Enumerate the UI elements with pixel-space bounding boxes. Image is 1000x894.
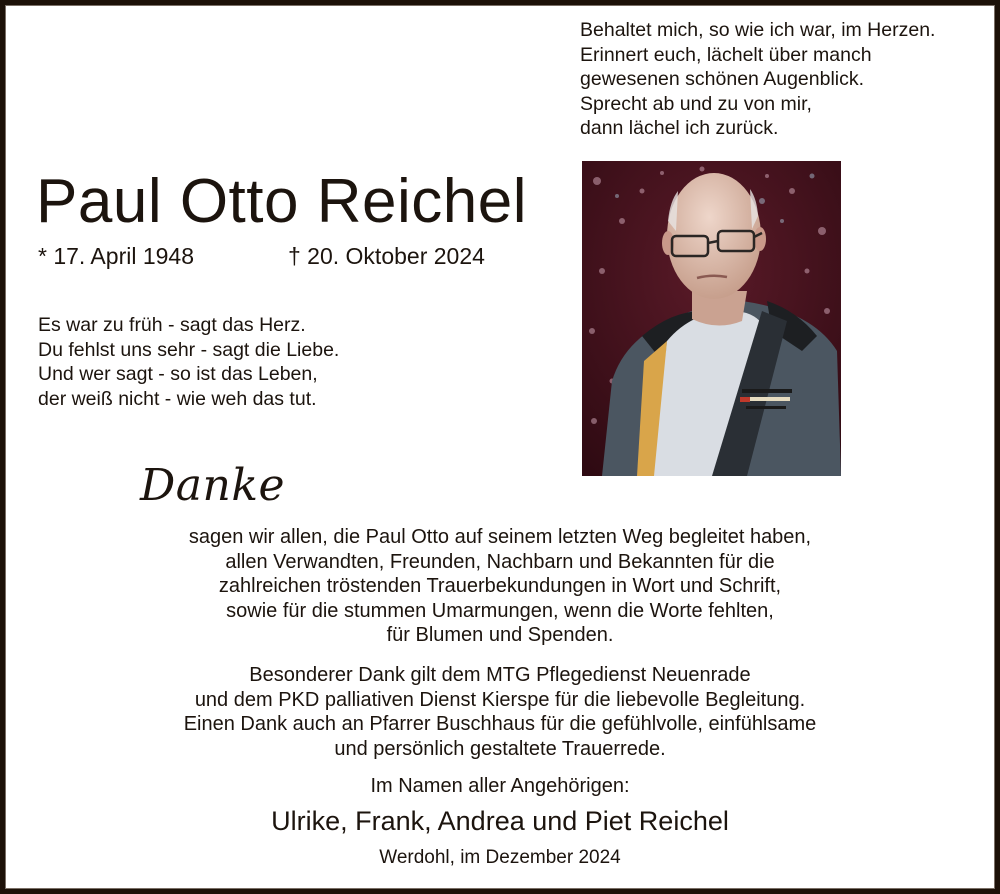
thanks-line: für Blumen und Spenden. xyxy=(386,624,614,646)
poem-left-line: Und wer sagt - so ist das Leben, xyxy=(38,363,318,385)
poem-top-line: gewesenen schönen Augenblick. xyxy=(580,68,865,90)
poem-top xyxy=(580,18,935,141)
on-behalf-label: Im Namen aller Angehörigen: xyxy=(370,775,630,797)
thanks-line: sowie für die stummen Umarmungen, wenn die Worte fehlten, xyxy=(226,599,774,622)
special-thanks-line: Einen Dank auch an Pfarrer Buschhaus für die gefühlvolle, einfühlsame xyxy=(183,713,817,735)
poem-left xyxy=(38,313,339,411)
portrait-photo xyxy=(582,161,841,476)
deceased-name: Paul Otto Reichel xyxy=(36,167,527,236)
poem-top-line: dann lächel ich zurück. xyxy=(580,117,779,139)
thanks-line: allen Verwandten, Freunden, Nachbarn und Bekannten für die xyxy=(225,550,775,573)
poem-top-line: Sprecht ab und zu von mir, xyxy=(580,92,812,115)
poem-top-line: Erinnert euch, lächelt über manch xyxy=(580,43,872,66)
special-thanks-line: Besonderer Dank gilt dem MTG Pflegedienst Neuenrade xyxy=(249,664,751,686)
life-dates xyxy=(38,242,485,270)
thanks-line: sagen wir allen, die Paul Otto auf seinem letzten Weg begleitet haben, xyxy=(188,526,812,548)
poem-top-line: Behaltet mich, so wie ich war, im Herzen. xyxy=(580,19,936,41)
death-date: † 20. Oktober 2024 xyxy=(288,243,485,269)
portrait-image xyxy=(582,161,841,476)
poem-left-line: Du fehlst uns sehr - sagt die Liebe. xyxy=(38,338,340,361)
special-thanks-line: und persönlich gestaltete Trauerrede. xyxy=(334,737,666,760)
thanks-paragraph xyxy=(100,525,900,648)
family-names: Ulrike, Frank, Andrea und Piet Reichel xyxy=(271,806,729,836)
special-thanks-line: und dem PKD palliativen Dienst Kierspe für die liebevolle Begleitung. xyxy=(194,688,806,711)
place-date: Werdohl, im Dezember 2024 xyxy=(379,847,621,868)
special-thanks xyxy=(100,663,900,761)
thanks-line: zahlreichen tröstenden Trauerbekundungen in Wort und Schrift, xyxy=(218,575,782,597)
birth-date: * 17. April 1948 xyxy=(38,243,195,269)
poem-left-line: Es war zu früh - sagt das Herz. xyxy=(38,314,306,336)
danke-heading: Danke xyxy=(140,460,286,511)
poem-left-line: der weiß nicht - wie weh das tut. xyxy=(38,387,317,410)
